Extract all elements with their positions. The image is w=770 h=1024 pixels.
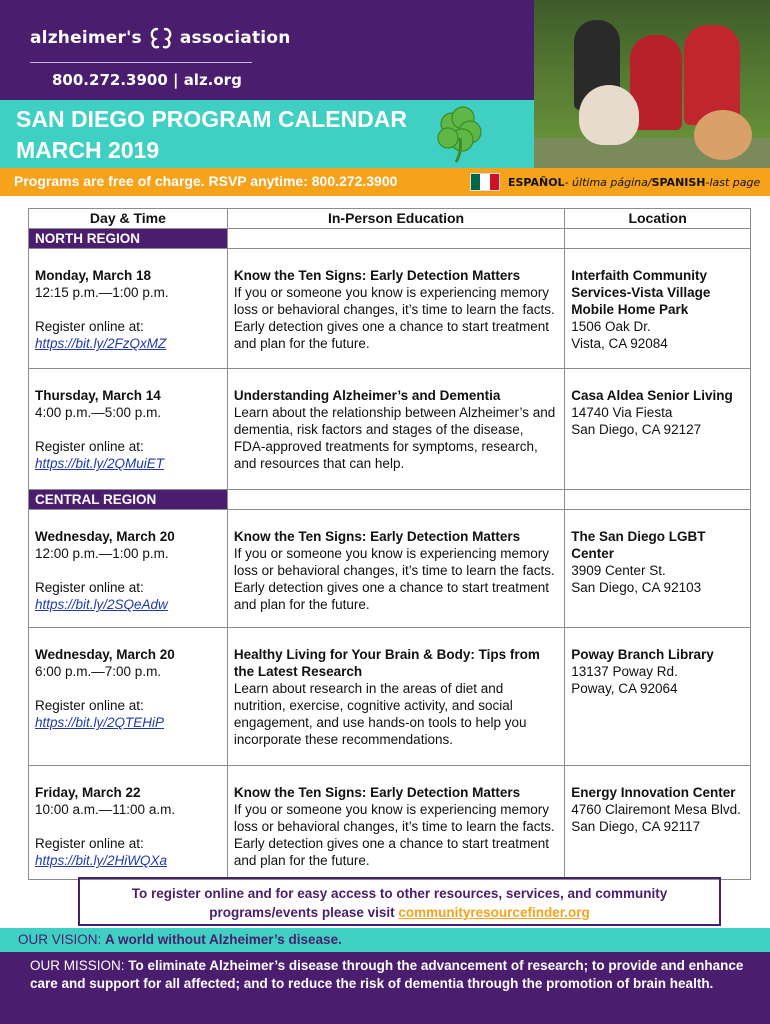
vision-text: A world without Alzheimer’s disease. <box>105 932 342 947</box>
central-region-row <box>29 490 751 510</box>
vision-label: OUR VISION: <box>18 932 102 947</box>
register-link[interactable]: https://bit.ly/2FzQxMZ <box>35 336 167 351</box>
event-description: If you or someone you know is experiencing memory loss or behavioral changes, it’s time to learn the facts. Early detection gives one a chance to start treatment and plan for the future. <box>233 285 555 351</box>
title-line-1: SAN DIEGO PROGRAM CALENDAR <box>16 106 408 132</box>
event-description: Learn about the relationship between Alzheimer’s and dementia, risk factors and stages of the disease, FDA-approved treatments for symptoms, research, and resources that can help. <box>233 405 556 471</box>
event-description: Learn about research in the areas of diet and nutrition, exercise, cognitive activity, and social engagement, and use hands-on tools to help you incorporate these recommendations. <box>233 681 527 747</box>
header-location: Location <box>565 209 751 229</box>
family-with-dogs-photo <box>534 0 770 168</box>
location-name: Poway Branch Library <box>571 647 714 662</box>
register-link[interactable]: https://bit.ly/2HiWQXa <box>35 853 168 868</box>
register-label: Register online at: <box>35 439 144 454</box>
location-address: 3909 Center St. <box>571 563 666 578</box>
spanish-version-note: ESPAÑOL- última página/SPANISH-last page <box>508 176 761 189</box>
location-city: San Diego, CA 92103 <box>571 580 702 595</box>
table-row <box>29 766 751 880</box>
event-time: 4:00 p.m.—5:00 p.m. <box>35 405 162 420</box>
location-city: Poway, CA 92064 <box>571 681 678 696</box>
location-name: Energy Innovation Center <box>571 785 736 800</box>
table-header-row <box>29 209 751 229</box>
event-title: Healthy Living for Your Brain & Body: Tips from the Latest Research <box>233 647 540 679</box>
register-info-text: To register online and for easy access to other resources, services, and community programs/events please visit <box>131 886 668 920</box>
central-region-label: CENTRAL REGION <box>29 490 227 509</box>
north-region-row <box>29 229 751 249</box>
register-label: Register online at: <box>35 580 144 595</box>
event-time: 6:00 p.m.—7:00 p.m. <box>35 664 162 679</box>
logo-word-left: alzheimer's <box>30 28 142 48</box>
location-address: 13137 Poway Rd. <box>571 664 678 679</box>
mission-band <box>0 952 770 1024</box>
table-row <box>29 628 751 766</box>
event-title: Know the Ten Signs: Early Detection Matters <box>233 785 521 800</box>
event-day: Wednesday, March 20 <box>35 647 175 662</box>
register-info-box <box>78 877 721 926</box>
page-title <box>16 104 407 166</box>
community-resource-finder-link[interactable]: communityresourcefinder.org <box>398 905 590 920</box>
register-link[interactable]: https://bit.ly/2QMuiET <box>35 456 165 471</box>
title-line-2: MARCH 2019 <box>16 137 160 163</box>
event-description: If you or someone you know is experiencing memory loss or behavioral changes, it’s time to learn the facts. Early detection gives one a chance to start treatment and plan for the future. <box>233 546 555 612</box>
mission-text: To eliminate Alzheimer’s disease through the advancement of research; to provide and enhance care and support for all affected; and to reduce the risk of dementia through the promotion of brain health. <box>30 958 744 991</box>
table-row <box>29 510 751 628</box>
free-programs-note: Programs are free of charge. RSVP anytime: 800.272.3900 <box>14 173 398 189</box>
register-link[interactable]: https://bit.ly/2QTEHiP <box>35 715 165 730</box>
logo-divider <box>30 62 252 63</box>
alz-logo <box>30 25 291 51</box>
register-label: Register online at: <box>35 836 144 851</box>
table-row <box>29 249 751 369</box>
event-title: Know the Ten Signs: Early Detection Matters <box>233 529 521 544</box>
location-city: Vista, CA 92084 <box>571 336 668 351</box>
event-title: Understanding Alzheimer’s and Dementia <box>233 388 501 403</box>
table-row <box>29 369 751 490</box>
location-city: San Diego, CA 92117 <box>571 819 701 834</box>
location-name: The San Diego LGBT Center <box>571 529 706 561</box>
event-time: 12:00 p.m.—1:00 p.m. <box>35 546 169 561</box>
event-day: Wednesday, March 20 <box>35 529 175 544</box>
phone-website: 800.272.3900 | alz.org <box>52 71 242 89</box>
register-link[interactable]: https://bit.ly/2SQeAdw <box>35 597 168 612</box>
event-time: 12:15 p.m.—1:00 p.m. <box>35 285 169 300</box>
location-address: 4760 Clairemont Mesa Blvd. <box>571 802 741 817</box>
event-day: Friday, March 22 <box>35 785 141 800</box>
mission-label: OUR MISSION: <box>30 958 125 973</box>
location-city: San Diego, CA 92127 <box>571 422 702 437</box>
header-day-time: Day & Time <box>29 209 228 229</box>
vision-band <box>0 928 770 952</box>
event-time: 10:00 a.m.—11:00 a.m. <box>35 802 176 817</box>
event-day: Thursday, March 14 <box>35 388 161 403</box>
mexico-flag-icon <box>470 173 500 191</box>
location-name: Interfaith Community Services-Vista Village Mobile Home Park <box>571 268 711 317</box>
location-address: 14740 Via Fiesta <box>571 405 673 420</box>
logo-word-right: association <box>179 28 291 48</box>
logo-mark-icon <box>148 25 174 51</box>
location-name: Casa Aldea Senior Living <box>571 388 733 403</box>
register-label: Register online at: <box>35 698 144 713</box>
event-description: If you or someone you know is experiencing memory loss or behavioral changes, it’s time to learn the facts. Early detection gives one a chance to start treatment and plan for the future. <box>233 802 555 868</box>
event-day: Monday, March 18 <box>35 268 152 283</box>
north-region-label: NORTH REGION <box>29 229 227 248</box>
location-address: 1506 Oak Dr. <box>571 319 651 334</box>
event-title: Know the Ten Signs: Early Detection Matters <box>233 268 521 283</box>
program-calendar-table <box>28 208 751 880</box>
register-label: Register online at: <box>35 319 144 334</box>
shamrock-icon <box>430 104 492 166</box>
header-education: In-Person Education <box>227 209 564 229</box>
